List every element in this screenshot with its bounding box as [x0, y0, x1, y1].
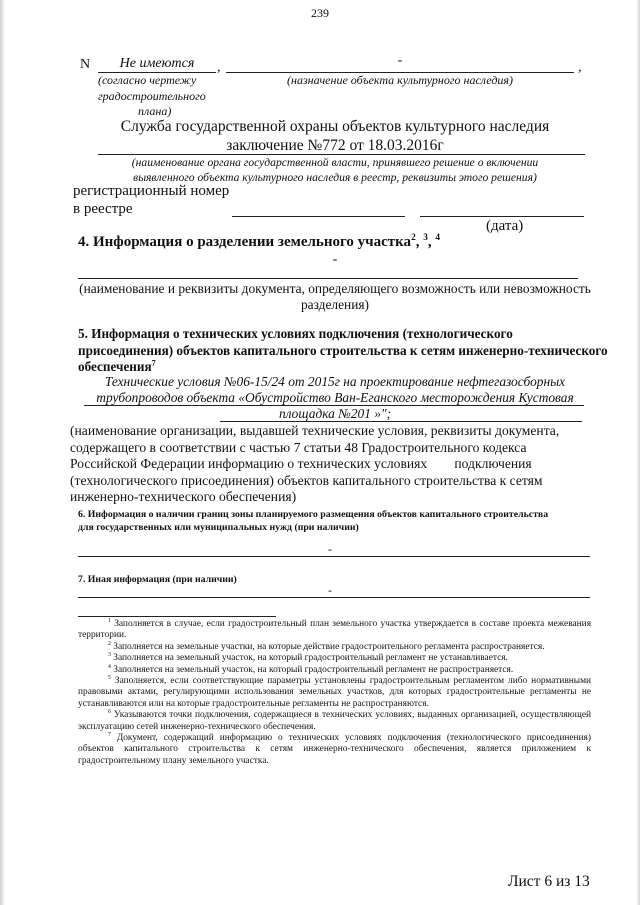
section4-caption-line: разделения)	[300, 297, 370, 312]
section6-value: -	[328, 542, 332, 556]
n-caption-line: (согласно чертежу	[98, 73, 197, 87]
section4-underline	[78, 278, 578, 279]
section5-caption-line: (технологического присоединения) объектов капитального строительства к сетям	[70, 472, 543, 488]
sep: ,	[415, 234, 424, 250]
registry-label: регистрационный номер	[73, 183, 230, 199]
service-title: Служба государственной охраны объектов культурного наследия	[120, 118, 550, 135]
service-decision: заключение №772 от 18.03.2016г	[226, 137, 444, 154]
registry-number-line	[232, 216, 405, 217]
service-caption-line: выявленного объекта культурного наследия в реестр, реквизиты этого решения)	[133, 171, 537, 184]
scan-edge-left	[0, 0, 5, 905]
footnote-text: Заполняется на земельные участки, на которые действие градостроительного регламента распространяется.	[113, 641, 545, 652]
section6-title-line: 6. Информация о наличии границ зоны планируемого размещения объектов капитального строительства	[78, 509, 549, 520]
footnote-text: Заполняется, если соответствующие параметры установлены градостроительным регламентом либо нормативными правовыми актами, регулирующими использования земельных участков, для которых градостроительные регламенты не устанавливаются или на которые градостроительные регламенты не распространяются.	[78, 676, 592, 709]
n-value: Не имеются	[119, 56, 195, 71]
section7-underline	[78, 597, 590, 598]
registry-date-line	[420, 216, 584, 217]
section7-value: -	[328, 583, 332, 597]
section4-title	[78, 234, 440, 251]
section5-underline-2	[220, 421, 582, 422]
service-caption-line: (наименование органа государственной власти, принявшего решение о включении	[131, 156, 539, 169]
section5-value-line: площадка №201 »";	[278, 406, 392, 421]
section5-caption-line: содержащего в соответствии с частью 7 статьи 48 Градостроительного кодекса	[70, 439, 527, 455]
footnote-num: 4	[108, 663, 111, 670]
section4-title-text: 4. Информация о разделении земельного участка	[78, 234, 412, 250]
section6-title-line: для государственных или муниципальных нужд (при наличии)	[78, 521, 359, 533]
n-comma: ,	[217, 60, 221, 75]
service-caption	[60, 155, 610, 185]
section5-title-line: 5. Информация о технических условиях подключения (технологического	[78, 326, 513, 341]
section5-caption-line: (наименование организации, выдавшей технические условия, реквизиты документа,	[70, 423, 560, 438]
footnote-num: 7	[108, 731, 111, 738]
n-label: N	[80, 57, 91, 72]
section5-title-line: присоединения) объектов капитального строительства к сетям инженерно-технического	[78, 342, 608, 358]
section5-caption	[70, 423, 559, 506]
footnote-ref: 7	[151, 358, 156, 368]
section4-caption	[60, 281, 610, 313]
purpose-value: -	[397, 53, 403, 68]
registry-date-caption: (дата)	[486, 218, 524, 234]
purpose-caption: (назначение объекта культурного наследия)	[287, 73, 513, 87]
footnote-text: Документ, содержащий информацию о технических условиях подключения (технологического присоединения) объектов капитального строительства к сетям инженерно-технического обеспечения, является приложением к градостроительному плану земельного участка.	[78, 733, 591, 766]
footnote-num: 2	[108, 640, 111, 647]
footnote-text: Указываются точки подключения, содержащиеся в технических условиях, выданных организацией, осуществляющей эксплуатацию сетей инженерно-технического обеспечения.	[78, 710, 591, 732]
section5-underline	[84, 405, 584, 406]
footnote-separator	[78, 616, 276, 617]
scan-edge-right	[636, 0, 640, 905]
sheet-counter: Лист 6 из 13	[508, 873, 590, 890]
section4-caption-line: (наименование и реквизиты документа, определяющего возможность или невозможность	[79, 281, 591, 296]
footnote-6	[78, 710, 591, 733]
footnote-ref: 2	[411, 233, 416, 243]
section6-underline	[78, 556, 590, 557]
section5-caption-line: инженерно-технического обеспечения)	[70, 489, 297, 504]
registry-label-2: в реестре	[73, 201, 133, 217]
footnote-num: 3	[108, 652, 111, 659]
sep: ,	[427, 234, 436, 250]
footnote-ref: 4	[435, 233, 441, 243]
section5-caption-line: Российской Федерации информацию о технических условиях подключения	[70, 456, 532, 471]
n-caption-line: градостроительного	[98, 88, 206, 103]
footnotes	[78, 619, 591, 767]
section4-value: -	[332, 252, 338, 267]
section7-title: 7. Иная информация (при наличии)	[78, 574, 237, 585]
footnote-num: 5	[108, 674, 111, 681]
footnote-3	[78, 653, 591, 664]
footnote-ref: 3	[423, 233, 428, 243]
section5-title	[78, 326, 608, 376]
footnote-1	[78, 619, 591, 642]
section6-title	[78, 509, 548, 534]
footnote-num: 1	[108, 617, 111, 624]
n-caption-line: плана)	[138, 104, 172, 118]
footnote-num: 6	[108, 709, 111, 716]
page-number: 239	[311, 6, 329, 20]
footnote-7	[78, 733, 591, 767]
footnote-text: Заполняется на земельный участок, на который градостроительный регламент не устанавливается.	[113, 653, 508, 664]
footnote-2	[78, 642, 591, 653]
footnote-text: Заполняется на земельный участок, на который градостроительный регламент не распространяется.	[113, 664, 514, 675]
footnote-4	[78, 665, 591, 676]
section5-value	[60, 374, 610, 422]
footnote-text: Заполняется в случае, если градостроительный план земельного участка утверждается в составе проекта межевания территории.	[78, 619, 592, 641]
purpose-comma: ,	[578, 60, 582, 75]
n-caption	[98, 73, 206, 120]
section5-value-line: Технические условия №06-15/24 от 2015г на проектирование нефтегазосборных	[104, 374, 566, 389]
section5-title-line: обеспечения	[78, 359, 152, 374]
footnote-5	[78, 676, 591, 710]
section5-value-line: трубопроводов объекта «Обустройство Ван-Еганского месторождения Кустовая	[96, 390, 574, 405]
